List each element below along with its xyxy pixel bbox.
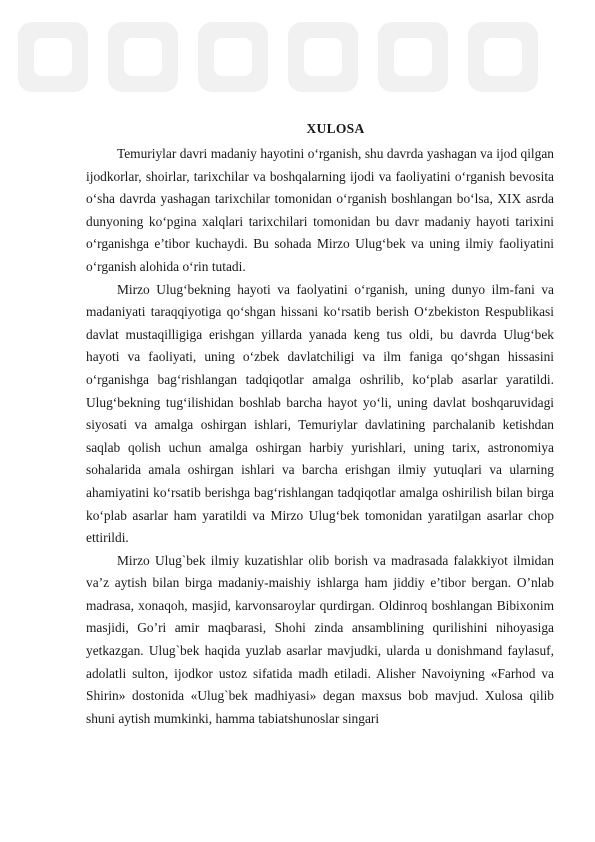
paragraph-3-text: Mirzo Ulug`bek ilmiy kuzatishlar olib borish va madrasada falakkiyot ilmidan va’z aytish bilan birga madaniy-maishiy ishlarga ham jiddiy e’tibor bergan. O’nlab madrasa, xonaqoh, masjid, karvonsaroylar qurdirgan. Oldinroq boshlangan Bibixonim masjidi, Go’ri amir maqbarasi, Shohi zinda ansamblining qurilishini nihoyasiga yetkazgan. Ulug`bek haqida yuzlab asarlar mavjudki, ularda u donishmand faylasuf, adolatli sulton, ijodkor ustoz sifatida madh etiladi. Alisher Navoiyning «Farhod va Shirin» dostonida «Ulug`bek madhiyasi» degan maxsus bob mavjud. Xulosa qilib shuni aytish mumkinki, hamma tabiatshunoslar singari (86, 552, 554, 726)
paragraph-2 (86, 279, 554, 550)
watermark-pattern (0, 0, 595, 110)
paragraph-1-text: Temuriylar davri madaniy hayotini o‘rganish, shu davrda yashagan va ijod qilgan ijodkorlar, shoirlar, tarixchilar va boshqalarning ijodi va faoliyatini o‘rganish bevosita o‘sha davrda yashagan tarixchilar tomonidan o‘rganish boshlangan bo‘lsa, XIX asrda dunyoning ko‘pgina xalqlari tarixchilari tomonidan bu davr madaniy hayoti tarixini o‘rganishga e’tibor kuchaydi. Bu sohada Mirzo Ulug‘bek va uning ilmiy faoliyatini o‘rganish alohida o‘rin tutadi. (86, 146, 554, 274)
paragraph-3 (86, 550, 554, 731)
paragraph-1 (86, 143, 554, 279)
document-title: XULOSA (306, 121, 365, 136)
document-body (86, 118, 554, 730)
paragraph-2-text: Mirzo Ulug‘bekning hayoti va faolyatini o‘rganish, uning dunyo ilm-fani va madaniyati taraqqiyotiga qo‘shgan hissani ko‘rsatib berish O‘zbekiston Respublikasi davlat mustaqilligiga erishgan yillarda yanada keng tus oldi, bu davrda Ulug‘bek hayoti va faoliyati, uning o‘zbek davlatchiligi va ilm faniga qo‘shgan hissasini o‘rganishga bag‘rishlangan tadqiqotlar amalga oshrilib, ko‘plab asarlar yaratildi. Ulug‘bekning tug‘ilishidan boshlab barcha hayot yo‘li, uning davlat boshqaruvidagi siyosati va amalga oshirgan ishlari, Temuriylar davlatining parchalanib ketishdan saqlab qolish uchun amalga oshirgan harbiy yurishlari, uning tarix, astronomiya sohalarida amala oshirgan ishlari va barcha erishgan ilmiy yutuqlari va ularning ahamiyatini ko‘rsatib berishga bag‘rishlangan tadqiqotlar amalga oshirilish bilan birga ko‘plab asarlar ham yaratildi va Mirzo Ulug‘bek tomonidan yaratilgan asarlar chop ettirildi. (86, 281, 554, 546)
